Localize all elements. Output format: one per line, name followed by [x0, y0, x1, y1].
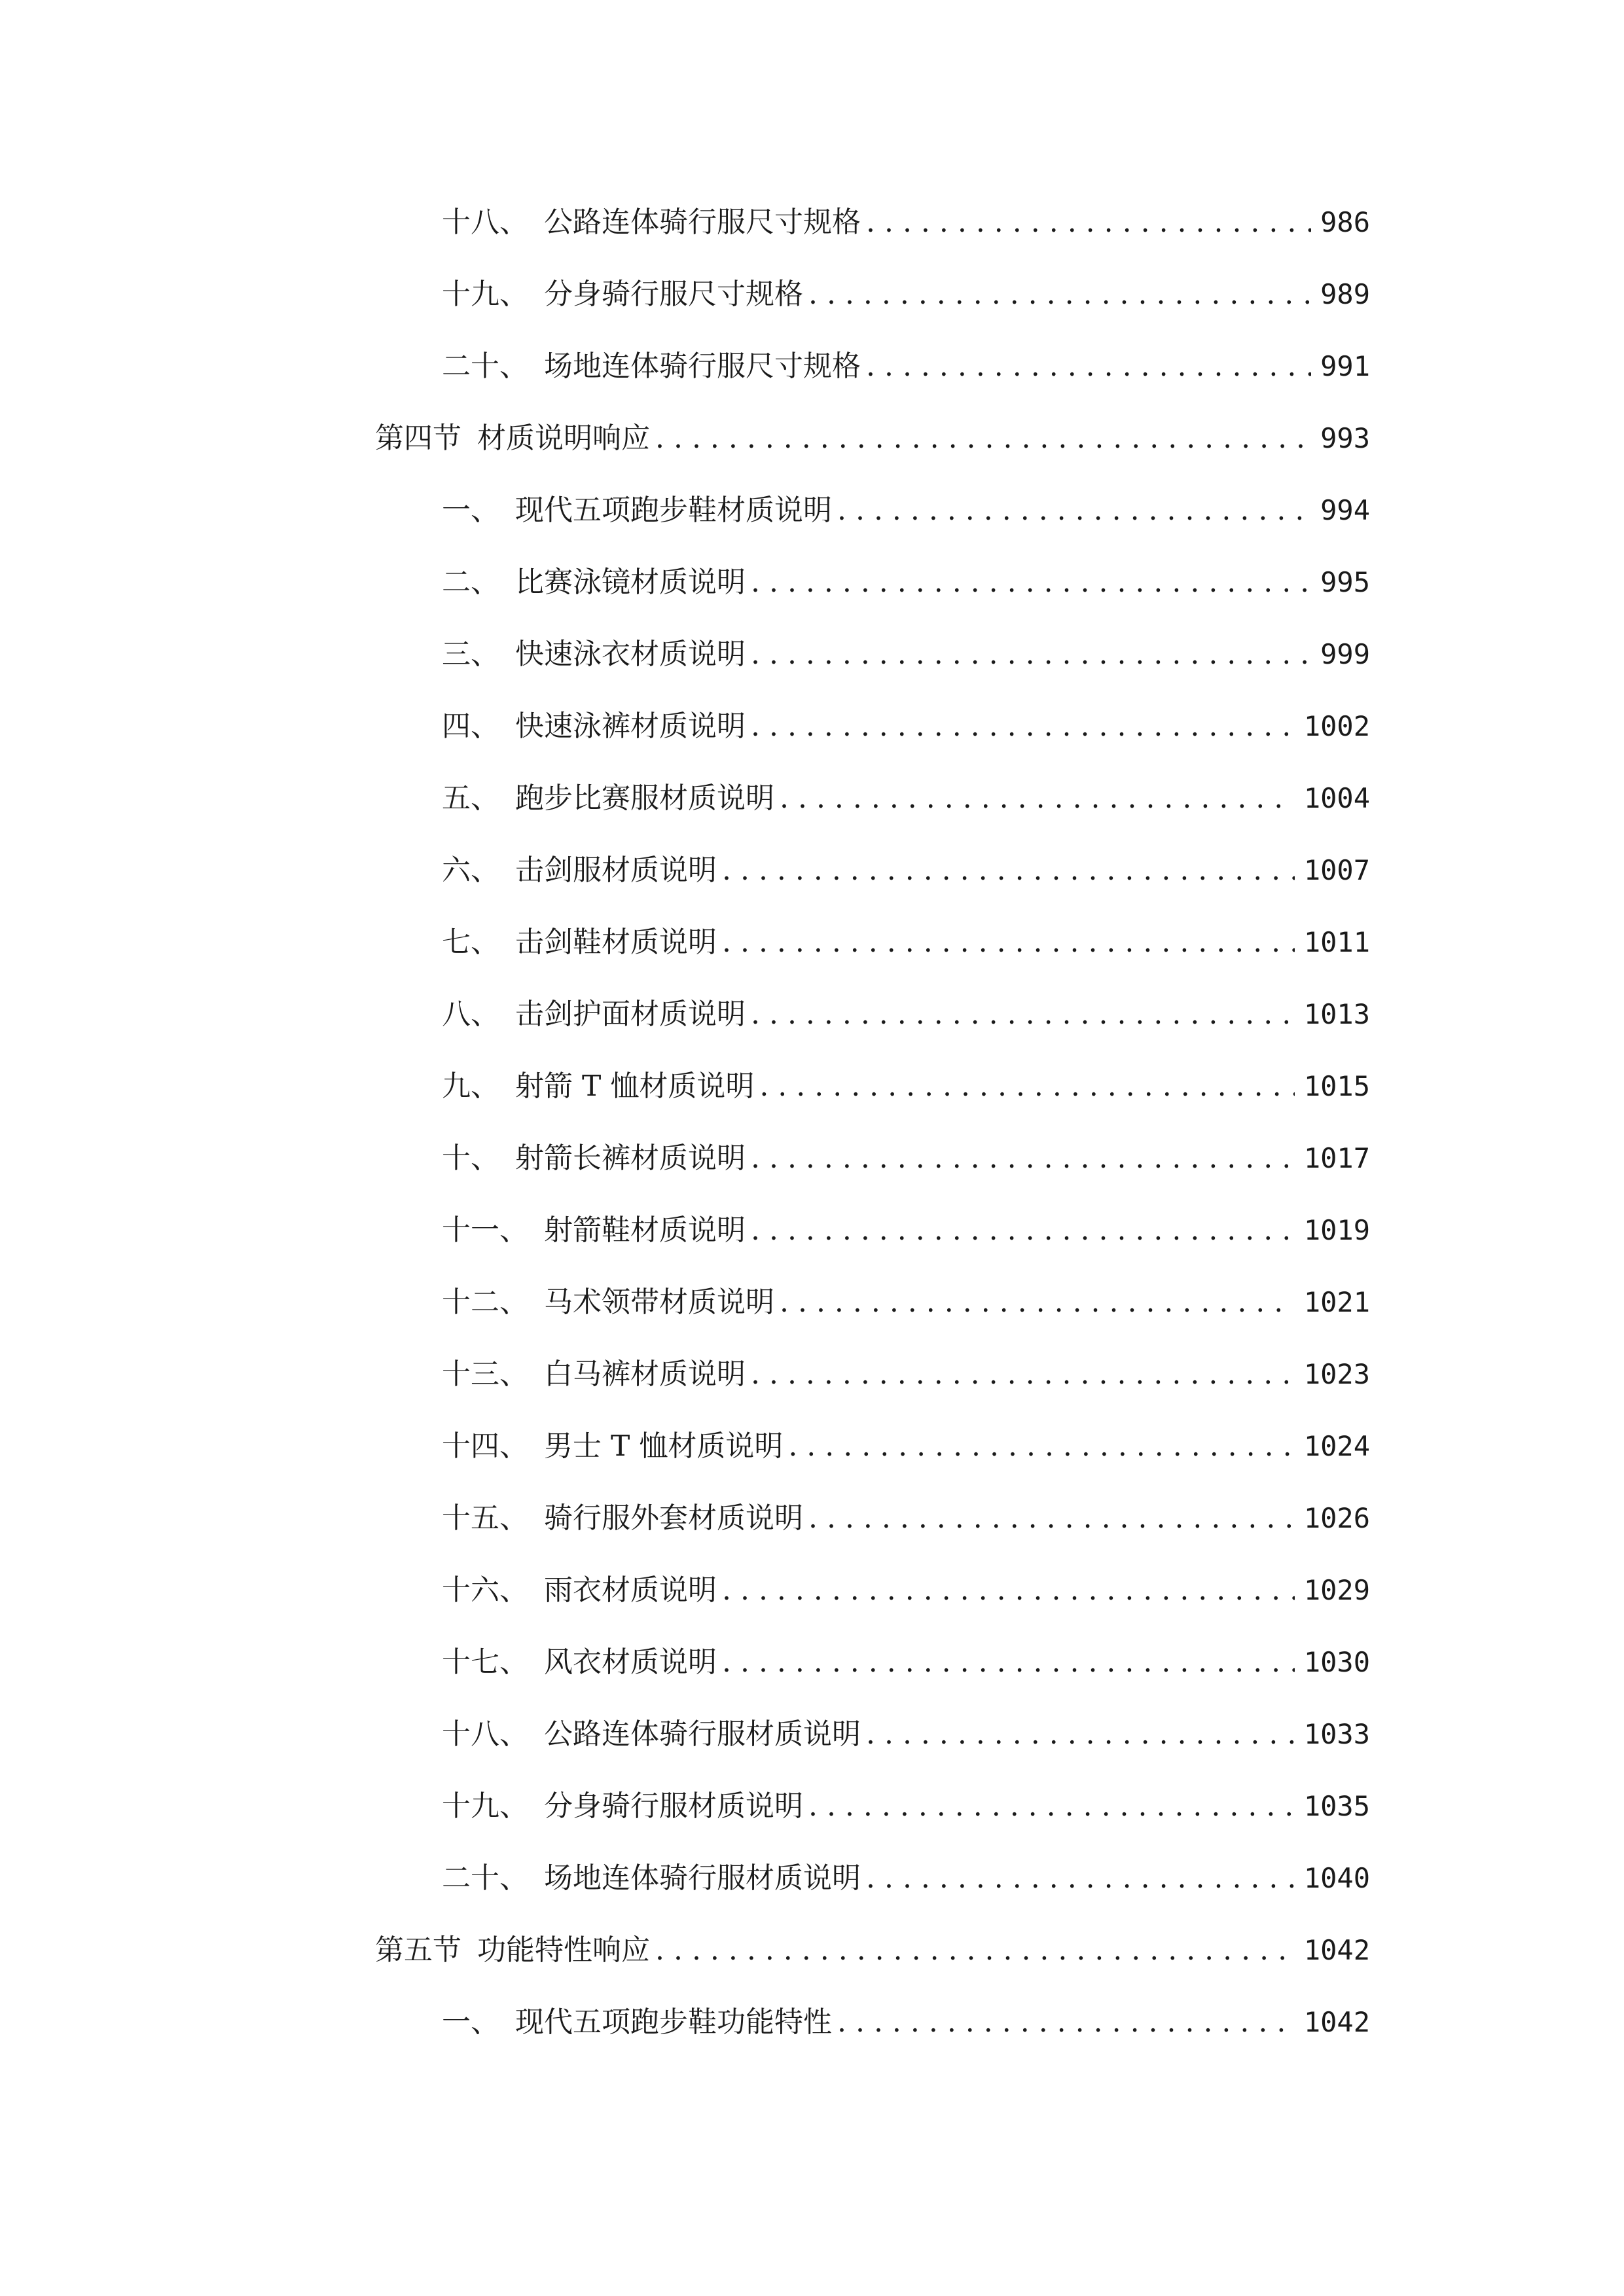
toc-page-number: 995 — [1320, 566, 1370, 598]
toc-entry-number: 第四节 — [375, 422, 461, 455]
table-of-contents — [375, 203, 1370, 2075]
toc-dot-leader — [788, 1427, 1295, 1466]
toc-entry-title: 马术领带材质说明 — [544, 1285, 774, 1319]
toc-entry-number: 九、 — [442, 1069, 499, 1103]
toc-dot-leader — [751, 635, 1311, 674]
toc-entry-title: 现代五项跑步鞋材质说明 — [515, 493, 832, 527]
toc-entry-number: 第五节 — [375, 1933, 461, 1967]
toc-entry[interactable] — [375, 2003, 1370, 2075]
toc-entry-title: 场地连体骑行服尺寸规格 — [544, 350, 861, 383]
toc-entry-number: 二十、 — [442, 350, 528, 383]
toc-entry-number: 二十、 — [442, 1861, 528, 1895]
toc-entry-number: 六、 — [442, 853, 499, 887]
toc-entry-title: 公路连体骑行服尺寸规格 — [544, 206, 861, 239]
toc-page-number: 1013 — [1303, 998, 1370, 1030]
toc-entry-number: 十三、 — [442, 1357, 528, 1391]
toc-entry-title: 击剑鞋材质说明 — [515, 925, 717, 959]
toc-page-number: 986 — [1320, 206, 1370, 238]
toc-dot-leader — [722, 1643, 1295, 1682]
toc-dot-leader — [722, 1571, 1295, 1610]
toc-entry-number: 十、 — [442, 1141, 499, 1175]
toc-entry-number: 十九、 — [442, 278, 528, 311]
toc-dot-leader — [866, 203, 1311, 242]
toc-section-heading[interactable] — [375, 1931, 1370, 2003]
toc-page-number: 1040 — [1303, 1862, 1370, 1894]
toc-dot-leader — [751, 995, 1295, 1034]
toc-entry-title: 公路连体骑行服材质说明 — [544, 1717, 861, 1751]
toc-page-number: 1024 — [1303, 1430, 1370, 1462]
toc-page-number: 1042 — [1303, 1934, 1370, 1966]
toc-entry-title: 白马裤材质说明 — [544, 1357, 746, 1391]
toc-dot-leader — [751, 563, 1311, 602]
toc-entry-title: 功能特性响应 — [477, 1933, 650, 1967]
toc-page-number: 1015 — [1303, 1070, 1370, 1102]
toc-entry-title: 骑行服外套材质说明 — [544, 1501, 803, 1535]
toc-dot-leader — [759, 1067, 1295, 1106]
toc-page-number: 1004 — [1303, 782, 1370, 814]
toc-entry-title: 材质说明响应 — [477, 422, 650, 455]
toc-entry[interactable] — [375, 203, 1370, 275]
toc-dot-leader — [780, 779, 1295, 818]
toc-page-number: 1007 — [1303, 854, 1370, 886]
toc-entry[interactable] — [375, 347, 1370, 419]
toc-entry-number: 五、 — [442, 781, 499, 815]
toc-page-number: 994 — [1320, 494, 1370, 526]
toc-entry-title: 击剑服材质说明 — [515, 853, 717, 887]
toc-entry-title: 射箭长裤材质说明 — [515, 1141, 746, 1175]
toc-entry[interactable] — [375, 995, 1370, 1067]
toc-entry[interactable] — [375, 1067, 1370, 1139]
toc-dot-leader — [722, 851, 1295, 890]
toc-entry-title: 跑步比赛服材质说明 — [515, 781, 774, 815]
toc-entry-title: 现代五项跑步鞋功能特性 — [515, 2005, 832, 2039]
toc-entry-title: 分身骑行服材质说明 — [544, 1789, 803, 1823]
toc-entry[interactable] — [375, 1499, 1370, 1571]
toc-entry-number: 十二、 — [442, 1285, 528, 1319]
toc-entry[interactable] — [375, 1715, 1370, 1787]
toc-entry[interactable] — [375, 707, 1370, 779]
toc-entry-number: 三、 — [442, 637, 499, 671]
toc-entry-number: 十九、 — [442, 1789, 528, 1823]
toc-entry-number: 十七、 — [442, 1645, 528, 1679]
toc-dot-leader — [866, 1859, 1295, 1898]
toc-dot-leader — [837, 491, 1311, 530]
toc-entry[interactable] — [375, 1427, 1370, 1499]
toc-dot-leader — [751, 1355, 1295, 1394]
toc-page-number: 1042 — [1303, 2006, 1370, 2038]
toc-entry-number: 四、 — [442, 709, 499, 743]
toc-dot-leader — [808, 1499, 1295, 1538]
toc-entry-title: 击剑护面材质说明 — [515, 997, 746, 1031]
toc-entry-number: 十八、 — [442, 1717, 528, 1751]
toc-entry-number: 十一、 — [442, 1213, 528, 1247]
toc-entry[interactable] — [375, 779, 1370, 851]
toc-entry[interactable] — [375, 1859, 1370, 1931]
toc-page-number: 1017 — [1303, 1142, 1370, 1174]
toc-entry[interactable] — [375, 1571, 1370, 1643]
toc-page-number: 993 — [1320, 422, 1370, 454]
toc-entry-title: 风衣材质说明 — [544, 1645, 717, 1679]
toc-entry-number: 二、 — [442, 565, 499, 599]
toc-entry[interactable] — [375, 923, 1370, 995]
toc-page-number: 991 — [1320, 350, 1370, 382]
toc-entry[interactable] — [375, 563, 1370, 635]
toc-dot-leader — [866, 1715, 1295, 1754]
toc-entry[interactable] — [375, 491, 1370, 563]
toc-dot-leader — [722, 923, 1295, 962]
toc-dot-leader — [751, 707, 1295, 746]
toc-entry-title: 快速泳衣材质说明 — [515, 637, 746, 671]
toc-entry-title: 场地连体骑行服材质说明 — [544, 1861, 861, 1895]
toc-dot-leader — [808, 275, 1311, 314]
toc-entry[interactable] — [375, 1283, 1370, 1355]
toc-dot-leader — [751, 1139, 1295, 1178]
toc-entry-number: 十四、 — [442, 1429, 528, 1463]
toc-section-heading[interactable] — [375, 419, 1370, 491]
toc-entry[interactable] — [375, 1355, 1370, 1427]
toc-page-number: 999 — [1320, 638, 1370, 670]
toc-entry-title: 雨衣材质说明 — [544, 1573, 717, 1607]
toc-entry-title: 射箭 T 恤材质说明 — [515, 1069, 755, 1103]
toc-entry[interactable] — [375, 275, 1370, 347]
toc-dot-leader — [655, 419, 1311, 458]
toc-page-number: 1035 — [1303, 1790, 1370, 1822]
toc-entry-number: 十六、 — [442, 1573, 528, 1607]
toc-dot-leader — [866, 347, 1311, 386]
toc-entry-number: 八、 — [442, 997, 499, 1031]
toc-entry[interactable] — [375, 1643, 1370, 1715]
toc-entry-title: 射箭鞋材质说明 — [544, 1213, 746, 1247]
toc-dot-leader — [655, 1931, 1295, 1970]
toc-dot-leader — [808, 1787, 1295, 1826]
toc-dot-leader — [751, 1211, 1295, 1250]
toc-dot-leader — [837, 2003, 1295, 2042]
toc-page-number: 1026 — [1303, 1502, 1370, 1534]
toc-entry-number: 一、 — [442, 493, 499, 527]
toc-entry[interactable] — [375, 851, 1370, 923]
toc-entry-number: 十八、 — [442, 206, 528, 239]
toc-page-number: 1033 — [1303, 1718, 1370, 1750]
toc-entry-title: 比赛泳镜材质说明 — [515, 565, 746, 599]
toc-entry[interactable] — [375, 635, 1370, 707]
toc-entry[interactable] — [375, 1787, 1370, 1859]
toc-page-number: 1023 — [1303, 1358, 1370, 1390]
toc-entry[interactable] — [375, 1139, 1370, 1211]
toc-entry-title: 快速泳裤材质说明 — [515, 709, 746, 743]
toc-page-number: 1029 — [1303, 1574, 1370, 1606]
toc-entry-title: 男士 T 恤材质说明 — [544, 1429, 784, 1463]
toc-entry-number: 一、 — [442, 2005, 499, 2039]
toc-page-number: 1011 — [1303, 926, 1370, 958]
toc-page-number: 989 — [1320, 278, 1370, 310]
toc-entry[interactable] — [375, 1211, 1370, 1283]
toc-entry-number: 七、 — [442, 925, 499, 959]
toc-page-number: 1030 — [1303, 1646, 1370, 1678]
toc-page-number: 1021 — [1303, 1286, 1370, 1318]
toc-entry-number: 十五、 — [442, 1501, 528, 1535]
toc-page-number: 1002 — [1303, 710, 1370, 742]
toc-dot-leader — [780, 1283, 1295, 1322]
toc-entry-title: 分身骑行服尺寸规格 — [544, 278, 803, 311]
toc-page-number: 1019 — [1303, 1214, 1370, 1246]
